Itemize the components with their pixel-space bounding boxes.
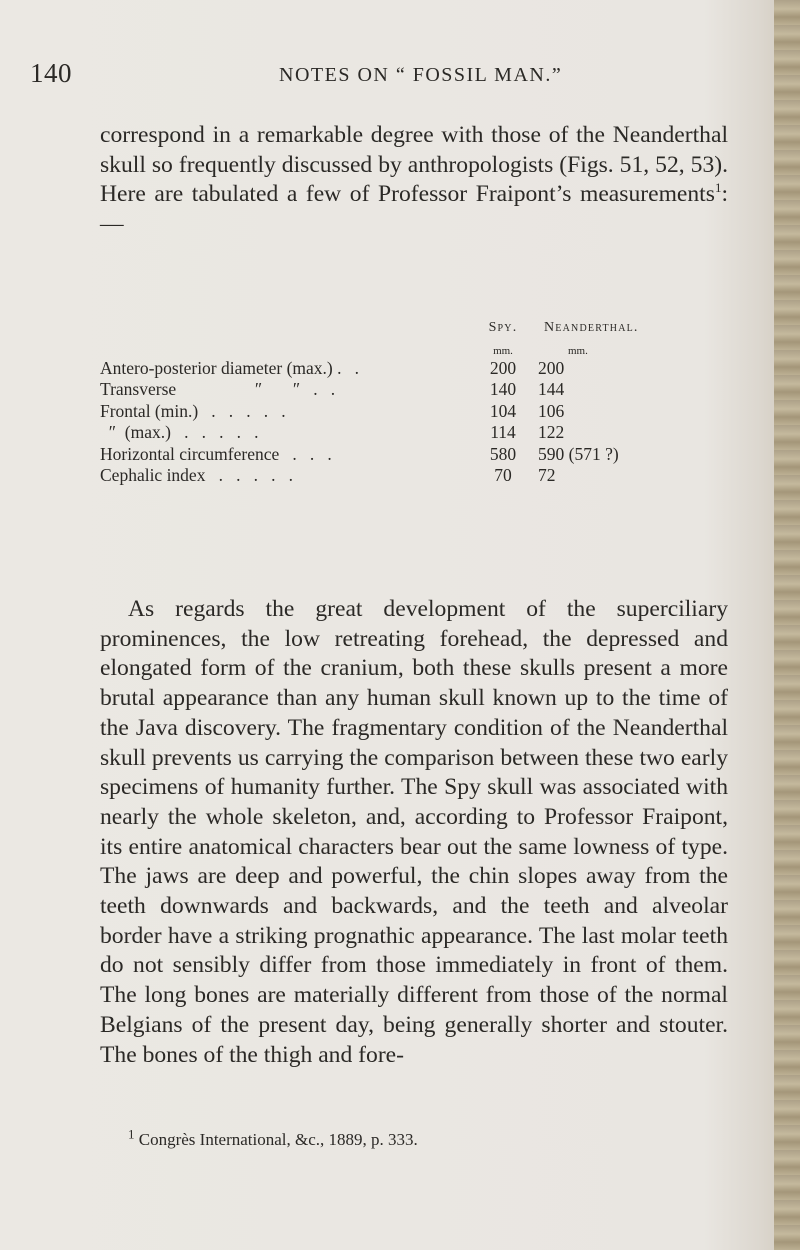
row-label: Antero-posterior diameter (max.) . . — [100, 357, 360, 378]
footnote-text: Congrès International, &c., 1889, p. 333. — [138, 1130, 418, 1149]
row-label: Horizontal circumference . . . — [100, 443, 332, 464]
footnote-ref: 1 — [714, 180, 722, 196]
table-row — [100, 379, 668, 401]
paragraph-intro-text: correspond in a remarkable degree with those of the Neanderthal skull so frequently discussed by anthropologists (Figs. 51, 52, 53). Here are tabulated a few of Professor Fraipont’s measurements — [100, 122, 728, 208]
measurements-table — [100, 314, 668, 486]
row-label: Transverse ″ ″ . . — [100, 379, 336, 399]
table-header-row — [100, 314, 668, 336]
neanderthal-value: 200 — [538, 357, 565, 378]
paragraph-body: As regards the great development of the superciliary prominences, the low retreating forehead, the depressed and elongated form of the cranium, both these skulls present a more brutal appearance than any human skull known up to the time of the Java discovery. The fragmentary condition of the Neanderthal skull prevents us carrying the comparison between these two early specimens of humanity further. The Spy skull was associated with nearly the whole skeleton, and, according to Professor Fraipont, its entire anatomical characters bear out the same lowness of type. The jaws are deep and powerful, the chin slopes away from the teeth downwards and backwards, and the teeth and alveolar border have a striking prognathic appearance. The last molar teeth do not sensibly differ from those immediately in front of them. The long bones are materially different from those of the normal Belgians of the present day, being generally shorter and stouter. The bones of the thigh and fore- — [100, 596, 728, 1068]
neanderthal-value: 122 — [538, 422, 565, 442]
row-label: Frontal (min.) . . . . . — [100, 400, 286, 421]
table-row — [100, 422, 668, 444]
unit-neanderthal: mm. — [568, 345, 588, 357]
paragraph-intro-tail: :— — [100, 181, 728, 238]
footnote — [128, 1126, 418, 1150]
page-number: 140 — [30, 58, 72, 88]
row-label: ″ (max.) . . . . . — [100, 422, 259, 442]
spy-value: 114 — [490, 422, 516, 442]
spy-value: 140 — [489, 379, 517, 399]
paragraph-intro — [100, 121, 728, 240]
row-label: Cephalic index . . . . . — [100, 465, 293, 485]
table-header-blank — [100, 314, 468, 336]
neanderthal-value: 72 — [538, 465, 556, 485]
page-header — [0, 58, 800, 98]
col-header-spy: Spy. — [488, 319, 518, 335]
neanderthal-value: 144 — [538, 379, 565, 399]
spy-value: 200 — [489, 357, 517, 378]
col-header-neanderthal: Neanderthal. — [544, 319, 639, 335]
table-row — [100, 357, 668, 379]
neanderthal-value: 106 — [538, 400, 565, 421]
table-units-row — [100, 336, 668, 358]
spy-value: 104 — [489, 400, 517, 421]
page-edge — [774, 0, 800, 1250]
unit-spy: mm. — [493, 345, 513, 357]
table-row — [100, 400, 668, 422]
running-head: NOTES ON “ FOSSIL MAN.” — [279, 64, 563, 86]
footnote-marker: 1 — [128, 1126, 135, 1142]
spy-value: 70 — [494, 465, 512, 485]
table-row — [100, 443, 668, 465]
table-row — [100, 465, 668, 487]
units-blank — [100, 336, 468, 358]
neanderthal-value: 590 (571 ?) — [538, 443, 619, 464]
spy-value: 580 — [489, 443, 517, 464]
